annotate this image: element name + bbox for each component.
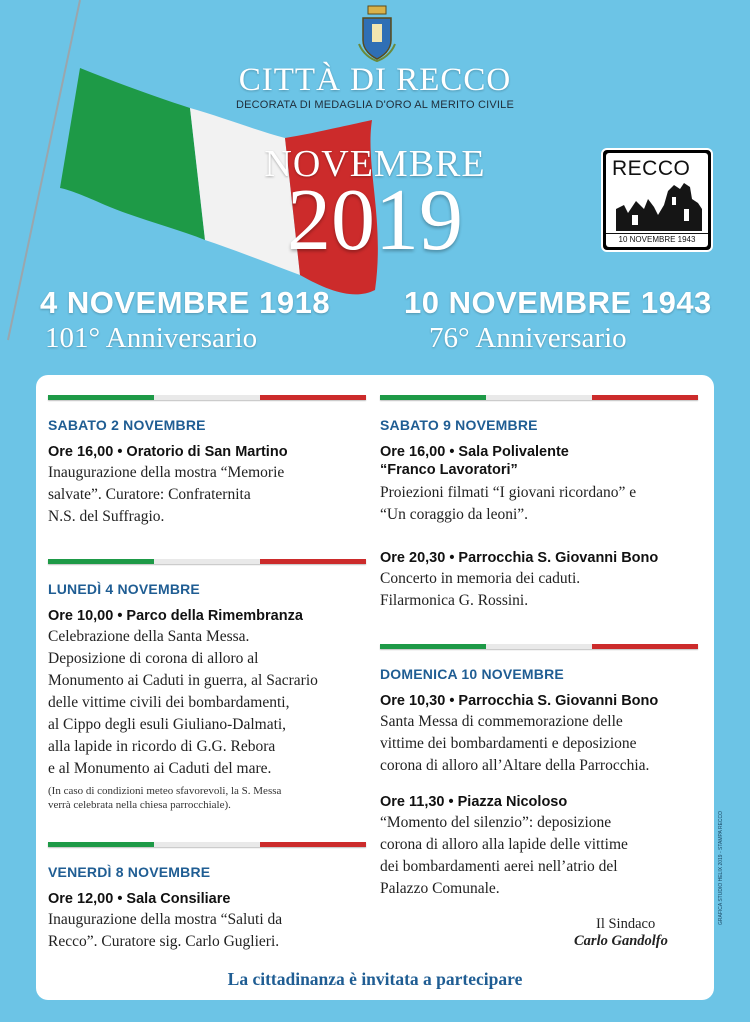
signature-role: Il Sindaco bbox=[596, 916, 656, 932]
tricolor-divider bbox=[48, 842, 366, 847]
event-heading: Ore 10,00 • Parco della Rimembranza bbox=[48, 608, 303, 624]
event-description: Celebrazione della Santa Messa. Deposizione di corona di alloro al Monumento ai Caduti in guerra, al Sacrario delle vittime civili dei bombardamenti, al Cippo degli esuli Giuliano-Dalmati, alla lapide in ricordo di G.G. Rebora e al Monumento ai Caduti del mare. bbox=[48, 628, 318, 777]
event-heading: Ore 16,00 • Oratorio di San Martino bbox=[48, 444, 288, 460]
anniversary-1-label: 101° Anniversario bbox=[45, 322, 258, 354]
tricolor-divider bbox=[48, 395, 366, 400]
event-description: Proiezioni filmati “I giovani ricordano” e “Un coraggio da leoni”. bbox=[380, 484, 637, 523]
anniversary-1-date: 4 NOVEMBRE 1918 bbox=[40, 285, 331, 320]
invitation-text: La cittadinanza è invitata a partecipare bbox=[227, 969, 523, 989]
year-heading: 2019 bbox=[287, 172, 463, 269]
event-note: (In caso di condizioni meteo sfavorevoli, la S. Messa verrà celebrata nella chiesa parrocchiale). bbox=[48, 785, 282, 811]
day-heading: SABATO 9 NOVEMBRE bbox=[380, 417, 538, 433]
side-credit: GRAFICA STUDIO HELIX 2019 - STAMPA RECCO bbox=[718, 810, 724, 925]
ruins-icon bbox=[614, 179, 704, 231]
city-crest-icon bbox=[355, 4, 399, 62]
event-heading: Ore 10,30 • Parrocchia S. Giovanni Bono bbox=[380, 693, 659, 709]
program-panel bbox=[36, 375, 714, 1000]
event-description: Santa Messa di commemorazione delle vittime dei bombardamenti e deposizione corona di alloro all’Altare della Parrocchia. bbox=[380, 713, 650, 774]
anniversary-2-date: 10 NOVEMBRE 1943 bbox=[404, 285, 712, 320]
tricolor-divider bbox=[380, 644, 698, 649]
day-heading: LUNEDÌ 4 NOVEMBRE bbox=[48, 581, 200, 597]
event-heading: Ore 20,30 • Parrocchia S. Giovanni Bono bbox=[380, 550, 659, 566]
signature-name: Carlo Gandolfo bbox=[574, 933, 668, 949]
city-subtitle: DECORATA DI MEDAGLIA D'ORO AL MERITO CIVILE bbox=[235, 99, 515, 111]
recco-badge bbox=[601, 148, 713, 252]
day-heading: VENERDÌ 8 NOVEMBRE bbox=[48, 864, 211, 880]
day-heading: DOMENICA 10 NOVEMBRE bbox=[380, 666, 564, 682]
badge-date: 10 NOVEMBRE 1943 bbox=[606, 233, 708, 244]
tricolor-divider bbox=[380, 395, 698, 400]
month-heading: NOVEMBRE bbox=[264, 143, 486, 185]
event-heading: Ore 16,00 • Sala Polivalente bbox=[380, 444, 569, 460]
day-heading: SABATO 2 NOVEMBRE bbox=[48, 417, 206, 433]
tricolor-divider bbox=[48, 559, 366, 564]
event-description: Concerto in memoria dei caduti. Filarmonica G. Rossini. bbox=[380, 570, 581, 609]
event-heading: Ore 11,30 • Piazza Nicoloso bbox=[380, 794, 568, 810]
badge-title: RECCO bbox=[612, 157, 691, 180]
event-heading: Ore 12,00 • Sala Consiliare bbox=[48, 891, 231, 907]
event-description: Inaugurazione della mostra “Memorie salvate”. Curatore: Confraternita N.S. del Suffragio. bbox=[48, 464, 285, 525]
event-description: Inaugurazione della mostra “Saluti da Recco”. Curatore sig. Carlo Guglieri. bbox=[48, 911, 283, 950]
city-title: CITTÀ DI RECCO bbox=[238, 62, 512, 98]
event-heading-continued: “Franco Lavoratori” bbox=[380, 462, 518, 478]
event-description: “Momento del silenzio”: deposizione corona di alloro alla lapide delle vittime dei bombardamenti aerei nell’atrio del Palazzo Comunale. bbox=[380, 814, 628, 897]
anniversary-2-label: 76° Anniversario bbox=[429, 322, 627, 354]
